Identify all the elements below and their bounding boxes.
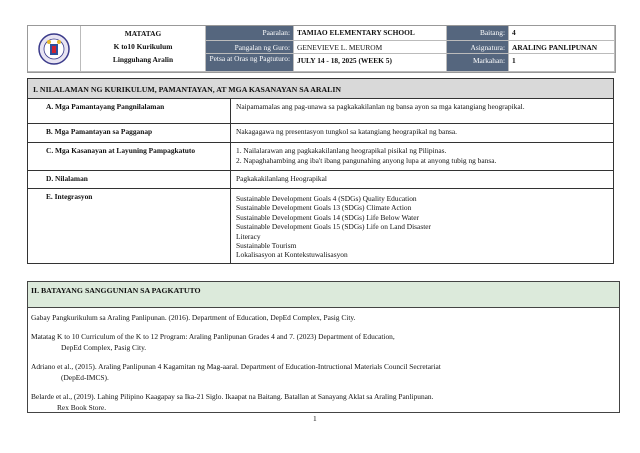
row-value: Naipamamalas ang pag-unawa sa pagkakakilanlan ng bansa ayon sa mga katangiang heograpikal.	[236, 102, 525, 111]
table-row	[28, 124, 613, 143]
row-value: Nakagagawa ng presentasyon tungkol sa katangiang heograpikal ng bansa.	[236, 127, 458, 136]
integration-item: Lokalisasyon at Kontekstuwalisasyon	[236, 250, 348, 260]
title-kurikulum: K to10 Kurikulum	[113, 42, 173, 51]
reference-text-cont: DepEd Complex, Pasig City.	[61, 343, 147, 352]
reference-text: Gabay Pangkurikulum sa Araling Panlipunan. (2016). Department of Education, DepEd Complex, Pasig City.	[31, 313, 356, 322]
row-key: B. Mga Pamantayan sa Pagganap	[28, 124, 231, 142]
date-value: JULY 14 - 18, 2025 (WEEK 5)	[294, 54, 447, 72]
grade-label: Baitang:	[447, 26, 509, 41]
integration-item: Sustainable Tourism	[236, 241, 297, 251]
quarter-value: 1	[509, 54, 615, 72]
row-key: A. Mga Pamantayang Pangnilalaman	[28, 99, 231, 123]
table-row	[28, 189, 613, 263]
table-row	[28, 143, 613, 171]
lesson-header	[27, 25, 616, 73]
integration-item: Sustainable Development Goals 4 (SDGs) Quality Education	[236, 194, 417, 203]
row-value	[231, 189, 613, 263]
grade-value: 4	[509, 26, 615, 41]
integration-item: Sustainable Development Goals 14 (SDGs) Life Below Water	[236, 212, 419, 222]
teacher-label: Pangalan ng Guro:	[206, 41, 294, 54]
section-1-heading: I. NILALAMAN NG KURIKULUM, PAMANTAYAN, AT MGA KASANAYAN SA ARALIN	[28, 79, 613, 99]
reference-item	[28, 391, 619, 413]
date-label: Petsa at Oras ng Pagtuturo:	[206, 54, 294, 72]
integration-item: Sustainable Development Goals 13 (SDGs) Climate Action	[236, 203, 412, 213]
references-section	[27, 281, 620, 413]
table-row	[28, 99, 613, 124]
subject-label: Asignatura:	[447, 41, 509, 54]
reference-text-cont: Rex Book Store.	[57, 403, 107, 412]
quarter-label: Markahan:	[447, 54, 509, 72]
reference-text: Belarde et al., (2019). Lahing Pilipino Kaagapay sa Ika-21 Siglo. Ikaapat na Baitang. Batallan at Sanayang Aklat sa Araling Panlipunan.	[31, 392, 434, 401]
objective-item: 2. Napaghahambing ang iba't ibang pangunahing anyong lupa at anyong tubig ng bansa.	[236, 155, 497, 165]
page-number: 1	[313, 414, 317, 423]
school-value: TAMIAO ELEMENTARY SCHOOL	[294, 26, 447, 41]
row-key: C. Mga Kasanayan at Layuning Pampagkatuto	[28, 143, 231, 170]
subject-value: ARALING PANLIPUNAN	[509, 41, 615, 54]
reference-text-cont: (DepEd-IMCS).	[61, 373, 109, 382]
row-value: Pagkakakilanlang Heograpikal	[236, 174, 327, 183]
row-key: D. Nilalaman	[28, 171, 231, 188]
reference-text: Adriano et al., (2015). Araling Panlipunan 4 Kagamitan ng Mag-aaral. Department of Education-Intructional Materials Council Secretariat	[31, 362, 441, 371]
curriculum-title	[81, 26, 206, 72]
deped-seal-logo	[28, 26, 81, 72]
section-2-heading: II. BATAYANG SANGGUNIAN SA PAGKATUTO	[28, 282, 619, 308]
integration-item: Sustainable Development Goals 15 (SDGs) Life on Land Disaster	[236, 222, 431, 232]
reference-text: Matatag K to 10 Curriculum of the K to 12 Program: Araling Panlipunan Grades 4 and 7. (2023) Department of Education,	[31, 332, 395, 341]
table-row	[28, 171, 613, 189]
integration-item: Literacy	[236, 231, 261, 241]
title-matatag: MATATAG	[124, 29, 162, 38]
objective-item: 1. Nailalarawan ang pagkakakilanlang heograpikal pisikal ng Pilipinas.	[236, 146, 447, 155]
reference-item	[28, 312, 619, 323]
reference-item	[28, 331, 619, 353]
row-key: E. Integrasyon	[28, 189, 231, 263]
row-value	[231, 143, 613, 170]
curriculum-content-table	[27, 78, 614, 264]
teacher-value: GENEVIEVE L. MEUROM	[294, 41, 447, 54]
title-lingguhang-aralin: Lingguhang Aralin	[112, 55, 174, 64]
school-label: Paaralan:	[206, 26, 294, 41]
reference-item	[28, 361, 619, 383]
